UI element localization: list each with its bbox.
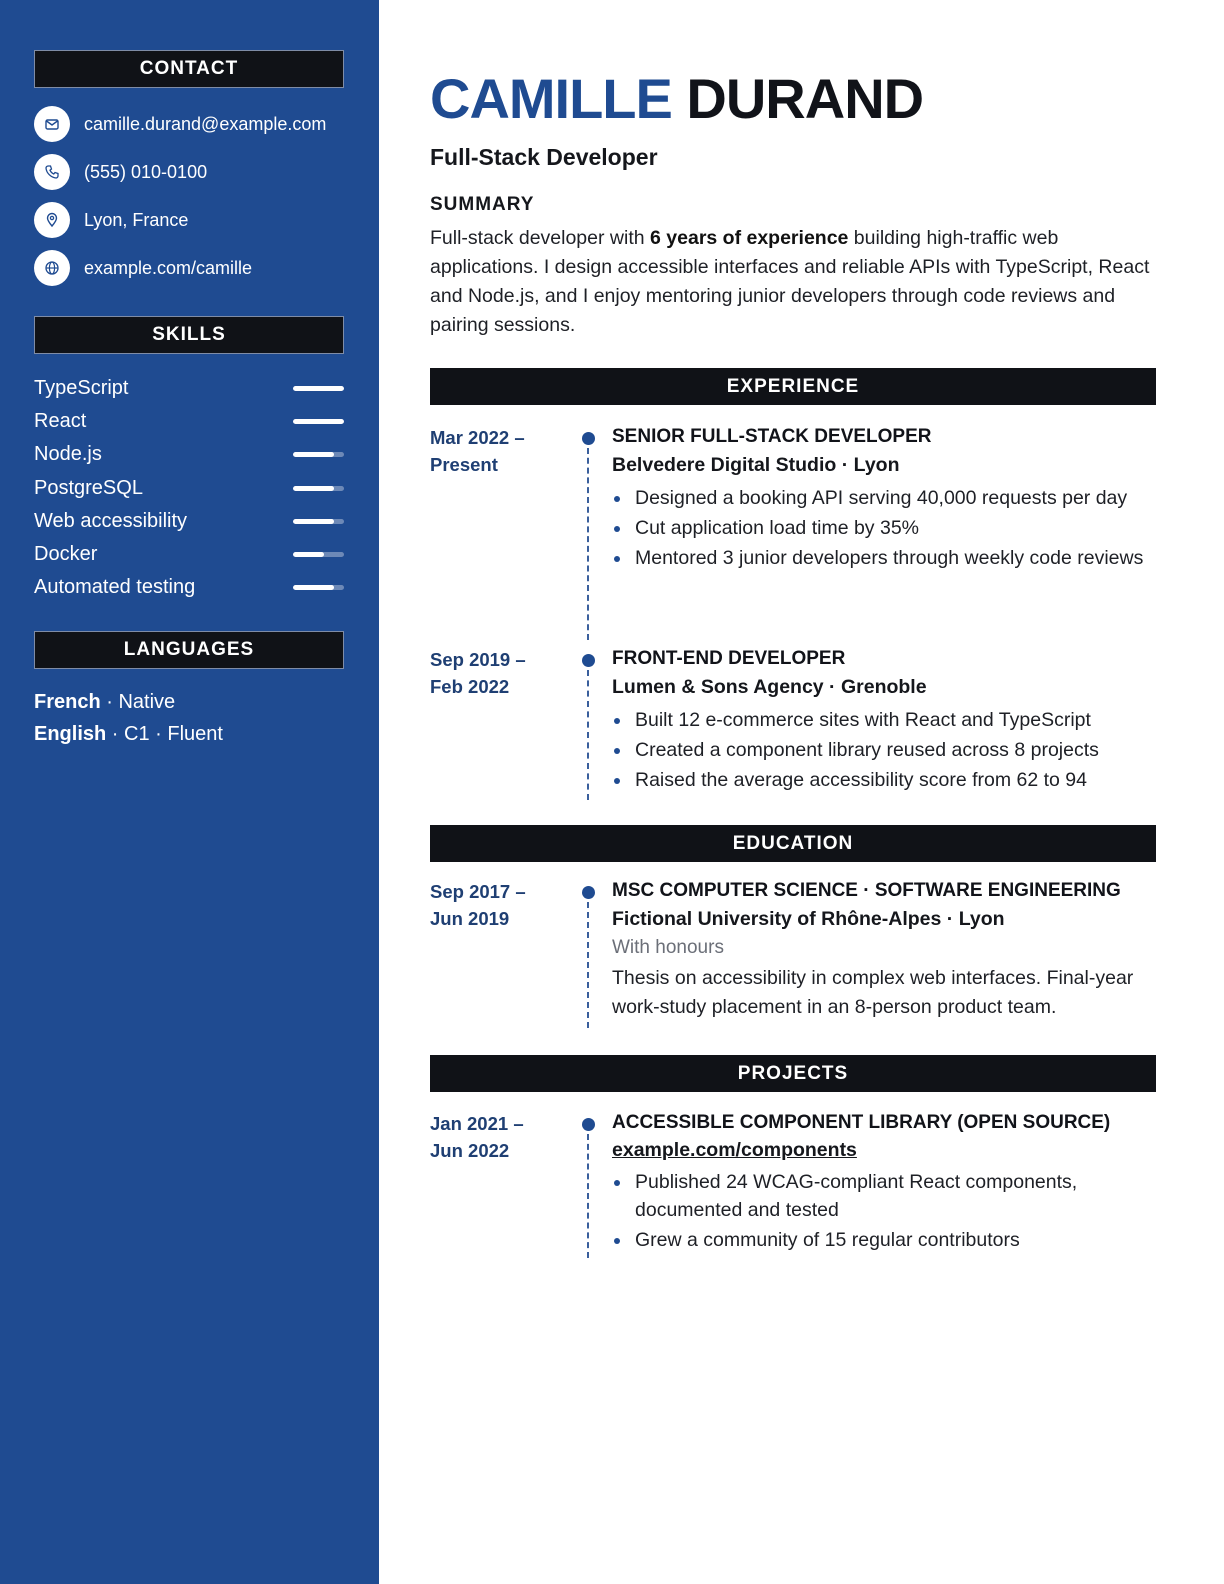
skill-item <box>34 573 344 601</box>
degree-honours: With honours <box>612 937 724 958</box>
skills-heading: SKILLS <box>34 316 344 354</box>
job-bullets <box>612 706 1160 794</box>
project-title: ACCESSIBLE COMPONENT LIBRARY (OPEN SOURCE) <box>612 1112 1111 1133</box>
job-bullets <box>612 484 1160 572</box>
skill-item <box>34 440 344 468</box>
skill-level-fill <box>293 486 334 491</box>
degree-title: MSC COMPUTER SCIENCE · SOFTWARE ENGINEERING <box>612 880 1121 901</box>
skill-level-bar <box>293 552 344 557</box>
full-name <box>430 66 923 131</box>
date-start: Mar 2022 – <box>430 427 525 448</box>
skill-level-bar <box>293 519 344 524</box>
timeline-line <box>587 448 589 640</box>
skill-level-fill <box>293 519 334 524</box>
entry-date <box>430 878 560 932</box>
job-employer: Belvedere Digital Studio · Lyon <box>612 454 900 476</box>
experience-heading: EXPERIENCE <box>430 368 1156 405</box>
skill-name: Web accessibility <box>34 509 188 532</box>
skill-level-fill <box>293 386 344 391</box>
education-heading: EDUCATION <box>430 825 1156 862</box>
timeline-dot <box>582 1118 595 1131</box>
skill-level-fill <box>293 585 334 590</box>
skill-level-bar <box>293 419 344 424</box>
skill-level-bar <box>293 585 344 590</box>
timeline-line <box>587 1134 589 1258</box>
skill-name: PostgreSQL <box>34 476 143 499</box>
language-item <box>34 691 175 714</box>
summary-highlight: 6 years of experience <box>650 227 849 249</box>
skill-item <box>34 507 344 535</box>
date-end: Jun 2022 <box>430 1140 510 1161</box>
first-name: CAMILLE <box>430 67 672 130</box>
list-item: Designed a booking API serving 40,000 requests per day <box>612 484 1160 512</box>
entry-date <box>430 646 560 700</box>
list-item: Cut application load time by 35% <box>612 514 1160 542</box>
skill-level-bar <box>293 452 344 457</box>
list-item: Built 12 e-commerce sites with React and TypeScript <box>612 706 1160 734</box>
contact-email[interactable] <box>34 105 326 143</box>
contact-phone-text: (555) 010-0100 <box>84 161 208 182</box>
skill-item <box>34 407 344 435</box>
skill-level-bar <box>293 386 344 391</box>
date-end: Feb 2022 <box>430 676 510 697</box>
skill-level-fill <box>293 552 324 557</box>
timeline-line <box>587 902 589 1028</box>
location-pin-icon <box>34 202 70 238</box>
summary-heading: SUMMARY <box>430 194 535 215</box>
skill-item <box>34 374 344 402</box>
summary-text-part: building high-traffic web applications. I design accessible interfaces and reliable APIs with TypeScript, React and Node.js, and I enjoy mentoring junior developers through code reviews and pairing sessions. <box>430 227 1150 336</box>
date-end: Jun 2019 <box>430 908 510 929</box>
project-link[interactable]: example.com/components <box>612 1139 857 1161</box>
skill-name: TypeScript <box>34 376 129 399</box>
list-item: Mentored 3 junior developers through weekly code reviews <box>612 544 1160 572</box>
job-role: Full-Stack Developer <box>430 144 658 170</box>
job-title: SENIOR FULL-STACK DEVELOPER <box>612 426 932 447</box>
timeline-dot <box>582 432 595 445</box>
sidebar <box>0 0 379 1584</box>
timeline-dot <box>582 886 595 899</box>
globe-icon <box>34 250 70 286</box>
education-description: Thesis on accessibility in complex web interfaces. Final-year work-study placement in an 8-person product team. <box>612 967 1134 1018</box>
contact-website[interactable] <box>34 249 252 287</box>
project-bullets <box>612 1168 1160 1254</box>
projects-heading: PROJECTS <box>430 1055 1156 1092</box>
date-start: Jan 2021 – <box>430 1113 524 1134</box>
skill-name: Automated testing <box>34 575 196 598</box>
school-name: Fictional University of Rhône-Alpes · Lyon <box>612 908 1005 930</box>
contact-location <box>34 201 188 239</box>
language-name: English <box>34 723 107 745</box>
contact-heading: CONTACT <box>34 50 344 88</box>
skill-name: Docker <box>34 542 98 565</box>
languages-heading: LANGUAGES <box>34 631 344 669</box>
last-name: DURAND <box>686 67 924 130</box>
summary-text-part: Full-stack developer with <box>430 227 651 249</box>
list-item: Raised the average accessibility score from 62 to 94 <box>612 766 1160 794</box>
skill-name: React <box>34 409 87 432</box>
contact-location-text: Lyon, France <box>84 209 189 230</box>
skill-level-fill <box>293 419 344 424</box>
contact-website-text: example.com/camille <box>84 257 253 278</box>
list-item: Grew a community of 15 regular contributors <box>612 1226 1160 1254</box>
skill-level-bar <box>293 486 344 491</box>
entry-date <box>430 424 560 478</box>
contact-phone[interactable] <box>34 153 207 191</box>
date-start: Sep 2017 – <box>430 881 526 902</box>
date-start: Sep 2019 – <box>430 649 526 670</box>
job-employer: Lumen & Sons Agency · Grenoble <box>612 676 927 698</box>
language-level: · C1 · Fluent <box>106 723 223 745</box>
language-name: French <box>34 691 101 713</box>
list-item: Created a component library reused across 8 projects <box>612 736 1160 764</box>
envelope-icon <box>34 106 70 142</box>
date-end: Present <box>430 454 498 475</box>
language-level: · Native <box>100 691 176 713</box>
skill-level-fill <box>293 452 334 457</box>
entry-date <box>430 1110 560 1164</box>
skill-name: Node.js <box>34 442 102 465</box>
timeline-line <box>587 670 589 800</box>
phone-icon <box>34 154 70 190</box>
timeline-dot <box>582 654 595 667</box>
language-item <box>34 723 223 746</box>
skill-item <box>34 474 344 502</box>
summary-text <box>430 224 1150 340</box>
contact-email-text: camille.durand@example.com <box>84 113 327 134</box>
list-item: Published 24 WCAG-compliant React components, documented and tested <box>612 1168 1160 1224</box>
job-title: FRONT-END DEVELOPER <box>612 648 846 669</box>
skill-item <box>34 540 344 568</box>
